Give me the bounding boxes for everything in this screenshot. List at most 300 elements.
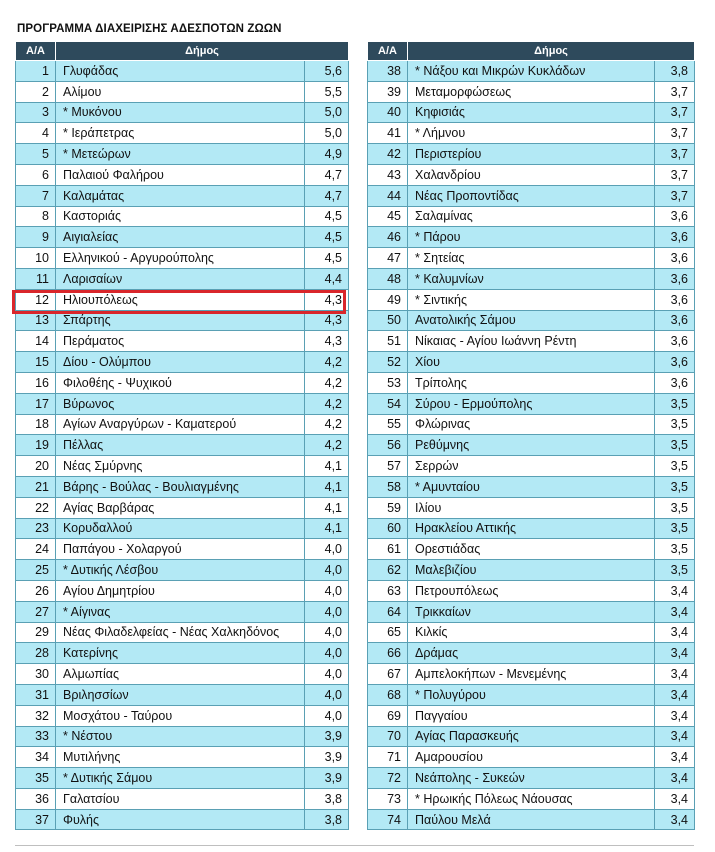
municipality-cell: Αγίων Αναργύρων - Καματερού — [56, 414, 305, 435]
rank-cell: 24 — [16, 539, 56, 560]
rank-cell: 60 — [368, 518, 408, 539]
municipality-cell: Μοσχάτου - Ταύρου — [56, 705, 305, 726]
table-row — [16, 393, 349, 414]
score-cell: 3,4 — [655, 580, 695, 601]
table-row — [16, 747, 349, 768]
score-cell: 4,0 — [305, 601, 349, 622]
rank-cell: 15 — [16, 352, 56, 373]
score-cell: 4,0 — [305, 539, 349, 560]
score-cell: 3,5 — [655, 518, 695, 539]
score-cell: 5,0 — [305, 123, 349, 144]
rank-cell: 8 — [16, 206, 56, 227]
municipality-cell: * Ιεράπετρας — [56, 123, 305, 144]
rank-cell: 61 — [368, 539, 408, 560]
table-row — [368, 102, 695, 123]
table-row — [16, 331, 349, 352]
score-cell: 4,3 — [305, 331, 349, 352]
municipality-cell: Ιλίου — [408, 497, 655, 518]
municipality-cell: * Νάξου και Μικρών Κυκλάδων — [408, 61, 655, 82]
table-row — [16, 81, 349, 102]
rank-cell: 12 — [16, 289, 56, 310]
table-row — [368, 164, 695, 185]
table-row — [16, 518, 349, 539]
table-row — [368, 726, 695, 747]
rank-cell: 22 — [16, 497, 56, 518]
municipality-cell: Ηρακλείου Αττικής — [408, 518, 655, 539]
score-cell: 4,1 — [305, 497, 349, 518]
table-row — [368, 684, 695, 705]
rank-cell: 57 — [368, 456, 408, 477]
score-cell: 3,4 — [655, 726, 695, 747]
municipality-cell: Παλαιού Φαλήρου — [56, 164, 305, 185]
municipality-cell: * Σιντικής — [408, 289, 655, 310]
rank-cell: 54 — [368, 393, 408, 414]
municipality-cell: Νέας Φιλαδελφείας - Νέας Χαλκηδόνος — [56, 622, 305, 643]
rank-cell: 9 — [16, 227, 56, 248]
table-row — [16, 601, 349, 622]
municipality-cell: Γλυφάδας — [56, 61, 305, 82]
municipality-cell: Παπάγου - Χολαργού — [56, 539, 305, 560]
rank-cell: 11 — [16, 268, 56, 289]
score-cell: 3,5 — [655, 435, 695, 456]
table-row — [16, 580, 349, 601]
rank-cell: 48 — [368, 268, 408, 289]
rank-cell: 62 — [368, 560, 408, 581]
table-row — [368, 393, 695, 414]
score-cell: 3,8 — [305, 788, 349, 809]
table-row — [368, 185, 695, 206]
score-cell: 3,6 — [655, 289, 695, 310]
rank-cell: 56 — [368, 435, 408, 456]
municipality-cell: Νίκαιας - Αγίου Ιωάννη Ρέντη — [408, 331, 655, 352]
rank-cell: 66 — [368, 643, 408, 664]
municipality-cell: * Πολυγύρου — [408, 684, 655, 705]
score-cell: 3,5 — [655, 414, 695, 435]
table-row — [16, 61, 349, 82]
table-row — [16, 123, 349, 144]
municipality-cell: Μυτιλήνης — [56, 747, 305, 768]
score-cell: 3,7 — [655, 164, 695, 185]
table-body-right — [368, 61, 695, 830]
score-cell: 4,1 — [305, 476, 349, 497]
rank-cell: 33 — [16, 726, 56, 747]
municipality-cell: Βύρωνος — [56, 393, 305, 414]
municipality-cell: Χίου — [408, 352, 655, 373]
table-row — [368, 61, 695, 82]
municipality-cell: * Αίγινας — [56, 601, 305, 622]
table-row — [368, 268, 695, 289]
municipality-cell: Σύρου - Ερμούπολης — [408, 393, 655, 414]
score-cell: 3,8 — [655, 61, 695, 82]
rank-cell: 30 — [16, 664, 56, 685]
table-row — [368, 456, 695, 477]
table-row — [16, 809, 349, 830]
municipality-cell: * Πάρου — [408, 227, 655, 248]
municipality-cell: Σπάρτης — [56, 310, 305, 331]
rank-cell: 74 — [368, 809, 408, 830]
municipality-cell: Ανατολικής Σάμου — [408, 310, 655, 331]
table-row — [16, 622, 349, 643]
municipality-cell: Αμαρουσίου — [408, 747, 655, 768]
rank-cell: 55 — [368, 414, 408, 435]
rank-cell: 23 — [16, 518, 56, 539]
municipality-cell: Αλμωπίας — [56, 664, 305, 685]
table-row — [368, 580, 695, 601]
rank-cell: 50 — [368, 310, 408, 331]
municipality-cell: Νέας Σμύρνης — [56, 456, 305, 477]
rank-cell: 28 — [16, 643, 56, 664]
rank-cell: 47 — [368, 248, 408, 269]
table-row — [368, 227, 695, 248]
ranking-table-left — [15, 41, 349, 830]
municipality-cell: Γαλατσίου — [56, 788, 305, 809]
column-header-dimos: Δήμος — [408, 42, 695, 61]
score-cell: 3,5 — [655, 476, 695, 497]
rank-cell: 26 — [16, 580, 56, 601]
table-row — [16, 539, 349, 560]
table-row — [368, 747, 695, 768]
municipality-cell: Μαλεβιζίου — [408, 560, 655, 581]
rank-cell: 1 — [16, 61, 56, 82]
score-cell: 3,6 — [655, 331, 695, 352]
municipality-cell: Κατερίνης — [56, 643, 305, 664]
table-row — [16, 705, 349, 726]
score-cell: 4,0 — [305, 705, 349, 726]
rank-cell: 21 — [16, 476, 56, 497]
rank-cell: 72 — [368, 768, 408, 789]
table-row — [368, 497, 695, 518]
table-row — [368, 809, 695, 830]
municipality-cell: * Σητείας — [408, 248, 655, 269]
rank-cell: 37 — [16, 809, 56, 830]
score-cell: 3,6 — [655, 310, 695, 331]
table-row — [368, 476, 695, 497]
rank-cell: 34 — [16, 747, 56, 768]
score-cell: 3,4 — [655, 705, 695, 726]
table-row — [368, 289, 695, 310]
municipality-cell: * Νέστου — [56, 726, 305, 747]
table-row — [16, 476, 349, 497]
column-header-aa: Α/Α — [16, 42, 56, 61]
municipality-cell: Λαρισαίων — [56, 268, 305, 289]
rank-cell: 2 — [16, 81, 56, 102]
table-row — [368, 643, 695, 664]
rank-cell: 13 — [16, 310, 56, 331]
score-cell: 3,6 — [655, 268, 695, 289]
municipality-cell: Ηλιουπόλεως — [56, 289, 305, 310]
score-cell: 4,2 — [305, 393, 349, 414]
municipality-cell: Παγγαίου — [408, 705, 655, 726]
table-row — [16, 206, 349, 227]
municipality-cell: Κιλκίς — [408, 622, 655, 643]
municipality-cell: Ελληνικού - Αργυρούπολης — [56, 248, 305, 269]
rank-cell: 16 — [16, 372, 56, 393]
rank-cell: 4 — [16, 123, 56, 144]
table-row — [368, 310, 695, 331]
municipality-cell: Περιστερίου — [408, 144, 655, 165]
rank-cell: 68 — [368, 684, 408, 705]
rank-cell: 58 — [368, 476, 408, 497]
table-header-row — [16, 42, 349, 61]
score-cell: 3,7 — [655, 185, 695, 206]
municipality-cell: Φυλής — [56, 809, 305, 830]
score-cell: 5,6 — [305, 61, 349, 82]
score-cell: 3,4 — [655, 601, 695, 622]
rank-cell: 10 — [16, 248, 56, 269]
table-row — [368, 518, 695, 539]
score-cell: 3,7 — [655, 144, 695, 165]
municipality-cell: Αγίας Παρασκευής — [408, 726, 655, 747]
column-header-aa: Α/Α — [368, 42, 408, 61]
table-row — [368, 123, 695, 144]
score-cell: 4,2 — [305, 372, 349, 393]
rank-cell: 43 — [368, 164, 408, 185]
score-cell: 4,7 — [305, 164, 349, 185]
score-cell: 3,6 — [655, 372, 695, 393]
rank-cell: 14 — [16, 331, 56, 352]
score-cell: 5,0 — [305, 102, 349, 123]
rank-cell: 36 — [16, 788, 56, 809]
table-row — [16, 726, 349, 747]
score-cell: 3,4 — [655, 622, 695, 643]
table-row — [368, 768, 695, 789]
score-cell: 4,0 — [305, 643, 349, 664]
table-row — [368, 664, 695, 685]
table-header-row — [368, 42, 695, 61]
table-row — [16, 164, 349, 185]
municipality-cell: Αλίμου — [56, 81, 305, 102]
rank-cell: 38 — [368, 61, 408, 82]
rank-cell: 49 — [368, 289, 408, 310]
municipality-cell: Αιγιαλείας — [56, 227, 305, 248]
table-row — [16, 768, 349, 789]
rank-cell: 63 — [368, 580, 408, 601]
score-cell: 4,7 — [305, 185, 349, 206]
score-cell: 3,7 — [655, 102, 695, 123]
table-row — [368, 81, 695, 102]
score-cell: 4,0 — [305, 580, 349, 601]
municipality-cell: Σερρών — [408, 456, 655, 477]
score-cell: 3,6 — [655, 206, 695, 227]
score-cell: 4,3 — [305, 310, 349, 331]
table-row — [16, 310, 349, 331]
score-cell: 4,5 — [305, 206, 349, 227]
table-row — [16, 185, 349, 206]
municipality-cell: Κηφισιάς — [408, 102, 655, 123]
table-row — [368, 622, 695, 643]
rank-cell: 52 — [368, 352, 408, 373]
municipality-cell: Αγίου Δημητρίου — [56, 580, 305, 601]
score-cell: 4,9 — [305, 144, 349, 165]
table-row — [16, 497, 349, 518]
rank-cell: 31 — [16, 684, 56, 705]
table-row — [368, 435, 695, 456]
municipality-cell: Καστοριάς — [56, 206, 305, 227]
rank-cell: 64 — [368, 601, 408, 622]
table-body-left — [16, 61, 349, 830]
document-title: ΠΡΟΓΡΑΜΜΑ ΔΙΑΧΕΙΡΙΣΗΣ ΑΔΕΣΠΟΤΩΝ ΖΩΩΝ — [17, 23, 282, 35]
table-row — [368, 144, 695, 165]
table-row — [368, 601, 695, 622]
score-cell: 3,6 — [655, 248, 695, 269]
table-row — [16, 456, 349, 477]
score-cell: 4,0 — [305, 684, 349, 705]
table-row — [368, 560, 695, 581]
table-row — [16, 643, 349, 664]
table-row — [368, 539, 695, 560]
rank-cell: 51 — [368, 331, 408, 352]
rank-cell: 65 — [368, 622, 408, 643]
municipality-cell: Καλαμάτας — [56, 185, 305, 206]
rank-cell: 17 — [16, 393, 56, 414]
column-header-dimos: Δήμος — [56, 42, 349, 61]
municipality-cell: * Μετεώρων — [56, 144, 305, 165]
score-cell: 4,5 — [305, 227, 349, 248]
score-cell: 4,0 — [305, 560, 349, 581]
rank-cell: 32 — [16, 705, 56, 726]
municipality-cell: Χαλανδρίου — [408, 164, 655, 185]
score-cell: 3,5 — [655, 497, 695, 518]
municipality-cell: Φλώρινας — [408, 414, 655, 435]
municipality-cell: Περάματος — [56, 331, 305, 352]
score-cell: 3,4 — [655, 643, 695, 664]
score-cell: 4,0 — [305, 664, 349, 685]
table-row — [16, 144, 349, 165]
ranking-table-right — [367, 41, 695, 830]
municipality-cell: Σαλαμίνας — [408, 206, 655, 227]
rank-cell: 59 — [368, 497, 408, 518]
rank-cell: 46 — [368, 227, 408, 248]
rank-cell: 29 — [16, 622, 56, 643]
table-row-highlighted — [16, 289, 349, 310]
score-cell: 3,4 — [655, 768, 695, 789]
table-row — [16, 248, 349, 269]
rank-cell: 27 — [16, 601, 56, 622]
table-row — [16, 560, 349, 581]
municipality-cell: Νεάπολης - Συκεών — [408, 768, 655, 789]
municipality-cell: Αμπελοκήπων - Μενεμένης — [408, 664, 655, 685]
municipality-cell: * Λήμνου — [408, 123, 655, 144]
table-row — [368, 414, 695, 435]
rank-cell: 73 — [368, 788, 408, 809]
score-cell: 4,0 — [305, 622, 349, 643]
rank-cell: 39 — [368, 81, 408, 102]
rank-cell: 67 — [368, 664, 408, 685]
score-cell: 3,4 — [655, 809, 695, 830]
municipality-cell: Βάρης - Βούλας - Βουλιαγμένης — [56, 476, 305, 497]
bottom-divider — [15, 845, 694, 846]
score-cell: 3,9 — [305, 768, 349, 789]
score-cell: 3,4 — [655, 788, 695, 809]
rank-cell: 42 — [368, 144, 408, 165]
municipality-cell: Πετρουπόλεως — [408, 580, 655, 601]
score-cell: 4,2 — [305, 352, 349, 373]
rank-cell: 35 — [16, 768, 56, 789]
municipality-cell: Πέλλας — [56, 435, 305, 456]
score-cell: 4,4 — [305, 268, 349, 289]
rank-cell: 3 — [16, 102, 56, 123]
score-cell: 3,5 — [655, 393, 695, 414]
score-cell: 3,5 — [655, 539, 695, 560]
municipality-cell: Κορυδαλλού — [56, 518, 305, 539]
score-cell: 3,6 — [655, 227, 695, 248]
rank-cell: 45 — [368, 206, 408, 227]
rank-cell: 25 — [16, 560, 56, 581]
score-cell: 4,1 — [305, 456, 349, 477]
table-row — [16, 102, 349, 123]
municipality-cell: * Μυκόνου — [56, 102, 305, 123]
table-row — [16, 352, 349, 373]
rank-cell: 19 — [16, 435, 56, 456]
rank-cell: 53 — [368, 372, 408, 393]
score-cell: 3,5 — [655, 560, 695, 581]
rank-cell: 6 — [16, 164, 56, 185]
score-cell: 4,5 — [305, 248, 349, 269]
table-row — [16, 664, 349, 685]
rank-cell: 69 — [368, 705, 408, 726]
table-row — [368, 248, 695, 269]
table-row — [368, 206, 695, 227]
score-cell: 4,3 — [305, 289, 349, 310]
rank-cell: 40 — [368, 102, 408, 123]
rank-cell: 18 — [16, 414, 56, 435]
table-row — [16, 372, 349, 393]
score-cell: 3,7 — [655, 123, 695, 144]
rank-cell: 41 — [368, 123, 408, 144]
municipality-cell: * Δυτικής Λέσβου — [56, 560, 305, 581]
table-row — [16, 684, 349, 705]
municipality-cell: Τρικκαίων — [408, 601, 655, 622]
score-cell: 3,9 — [305, 726, 349, 747]
score-cell: 3,4 — [655, 747, 695, 768]
rank-cell: 7 — [16, 185, 56, 206]
municipality-cell: * Καλυμνίων — [408, 268, 655, 289]
table-row — [368, 372, 695, 393]
municipality-cell: Βριλησσίων — [56, 684, 305, 705]
municipality-cell: * Δυτικής Σάμου — [56, 768, 305, 789]
table-row — [16, 788, 349, 809]
score-cell: 5,5 — [305, 81, 349, 102]
score-cell: 3,6 — [655, 352, 695, 373]
municipality-cell: Τρίπολης — [408, 372, 655, 393]
score-cell: 3,9 — [305, 747, 349, 768]
table-row — [368, 788, 695, 809]
score-cell: 4,2 — [305, 435, 349, 456]
municipality-cell: * Ηρωικής Πόλεως Νάουσας — [408, 788, 655, 809]
table-row — [16, 268, 349, 289]
score-cell: 3,5 — [655, 456, 695, 477]
rank-cell: 70 — [368, 726, 408, 747]
municipality-cell: Αγίας Βαρβάρας — [56, 497, 305, 518]
rank-cell: 44 — [368, 185, 408, 206]
municipality-cell: Φιλοθέης - Ψυχικού — [56, 372, 305, 393]
table-row — [16, 414, 349, 435]
municipality-cell: Ρεθύμνης — [408, 435, 655, 456]
municipality-cell: Δίου - Ολύμπου — [56, 352, 305, 373]
table-row — [368, 705, 695, 726]
score-cell: 3,7 — [655, 81, 695, 102]
table-row — [368, 352, 695, 373]
municipality-cell: Μεταμορφώσεως — [408, 81, 655, 102]
table-row — [16, 435, 349, 456]
rank-cell: 20 — [16, 456, 56, 477]
municipality-cell: Ορεστιάδας — [408, 539, 655, 560]
rank-cell: 71 — [368, 747, 408, 768]
municipality-cell: Δράμας — [408, 643, 655, 664]
rank-cell: 5 — [16, 144, 56, 165]
table-row — [16, 227, 349, 248]
municipality-cell: * Αμυνταίου — [408, 476, 655, 497]
